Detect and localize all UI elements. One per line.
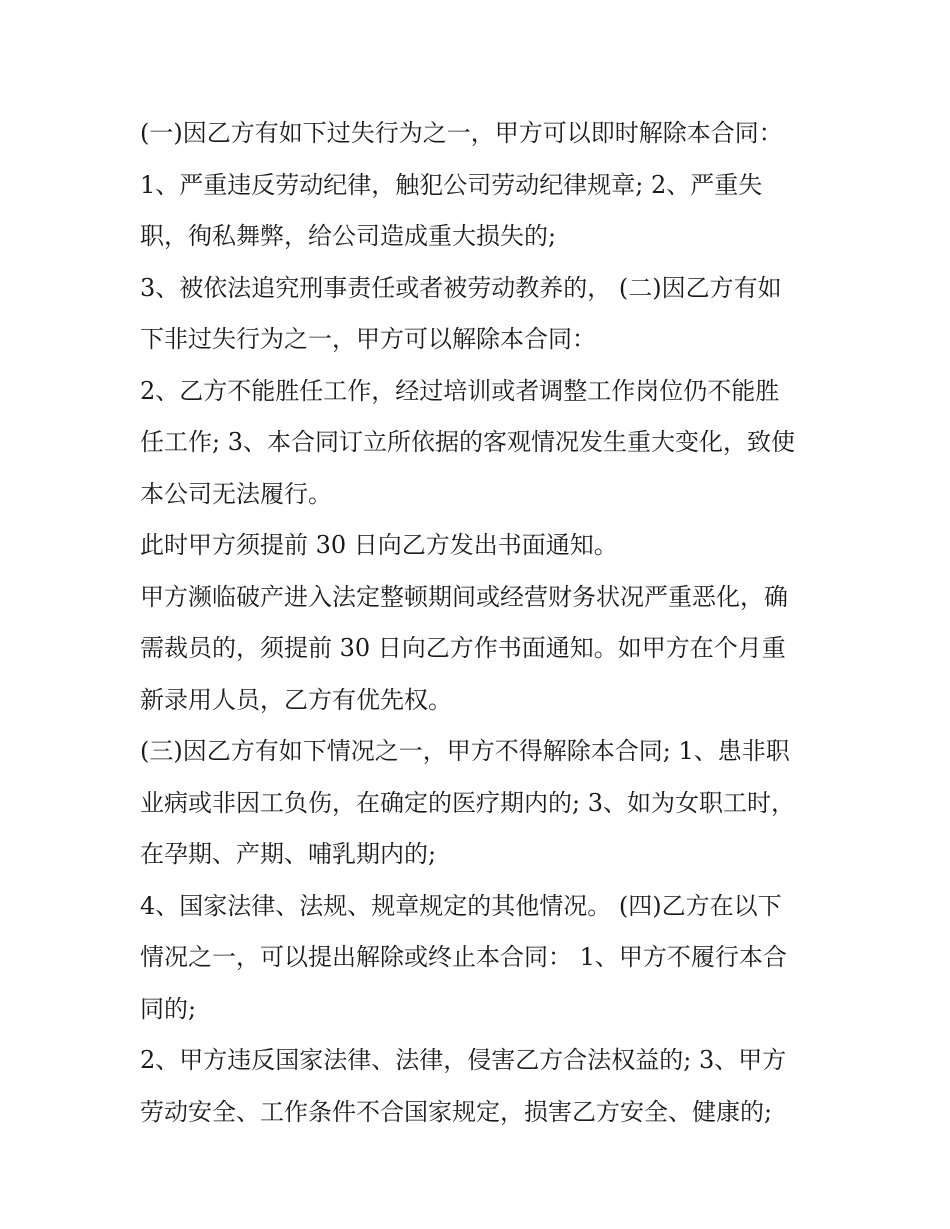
contract-text (140, 108, 830, 1138)
text-line: 此时甲方须提前 30 日向乙方发出书面通知。 (140, 531, 618, 559)
text-line: (一)因乙方有如下过失行为之一，甲方可以即时解除本合同： (140, 119, 783, 147)
text-line: 在孕期、产期、哺乳期内的; (140, 840, 437, 868)
text-line: 情况之一，可以提出解除或终止本合同： 1、甲方不履行本合 (140, 943, 787, 971)
text-line: 1、严重违反劳动纪律，触犯公司劳动纪律规章; 2、严重失 (140, 170, 763, 199)
text-line: 劳动安全、工作条件不合国家规定，损害乙方安全、健康的; (140, 1097, 773, 1126)
text-line: 任工作; 3、本合同订立所依据的客观情况发生重大变化，致使 (140, 428, 795, 456)
text-line: 3、被依法追究刑事责任或者被劳动教养的， (二)因乙方有如 (140, 273, 782, 302)
text-line: (三)因乙方有如下情况之一，甲方不得解除本合同; 1、患非职 (140, 737, 790, 765)
text-line: 2、甲方违反国家法律、法律，侵害乙方合法权益的; 3、甲方 (140, 1046, 787, 1074)
text-line: 需裁员的，须提前 30 日向乙方作书面通知。如甲方在个月重 (140, 634, 786, 662)
text-line: 新录用人员，乙方有优先权。 (140, 685, 452, 714)
text-line: 职，徇私舞弊，给公司造成重大损失的; (140, 222, 557, 250)
text-line: 本公司无法履行。 (140, 479, 332, 508)
text-line: 2、乙方不能胜任工作，经过培训或者调整工作岗位仍不能胜 (140, 376, 780, 405)
text-line: 业病或非因工负伤，在确定的医疗期内的; 3、如为女职工时， (140, 788, 795, 817)
text-line: 同的; (140, 994, 197, 1023)
text-line: 甲方濒临破产进入法定整顿期间或经营财务状况严重恶化，确 (140, 582, 788, 611)
text-line: 下非过失行为之一，甲方可以解除本合同： (140, 325, 596, 353)
text-line: 4、国家法律、法规、规章规定的其他情况。 (四)乙方在以下 (140, 891, 782, 920)
